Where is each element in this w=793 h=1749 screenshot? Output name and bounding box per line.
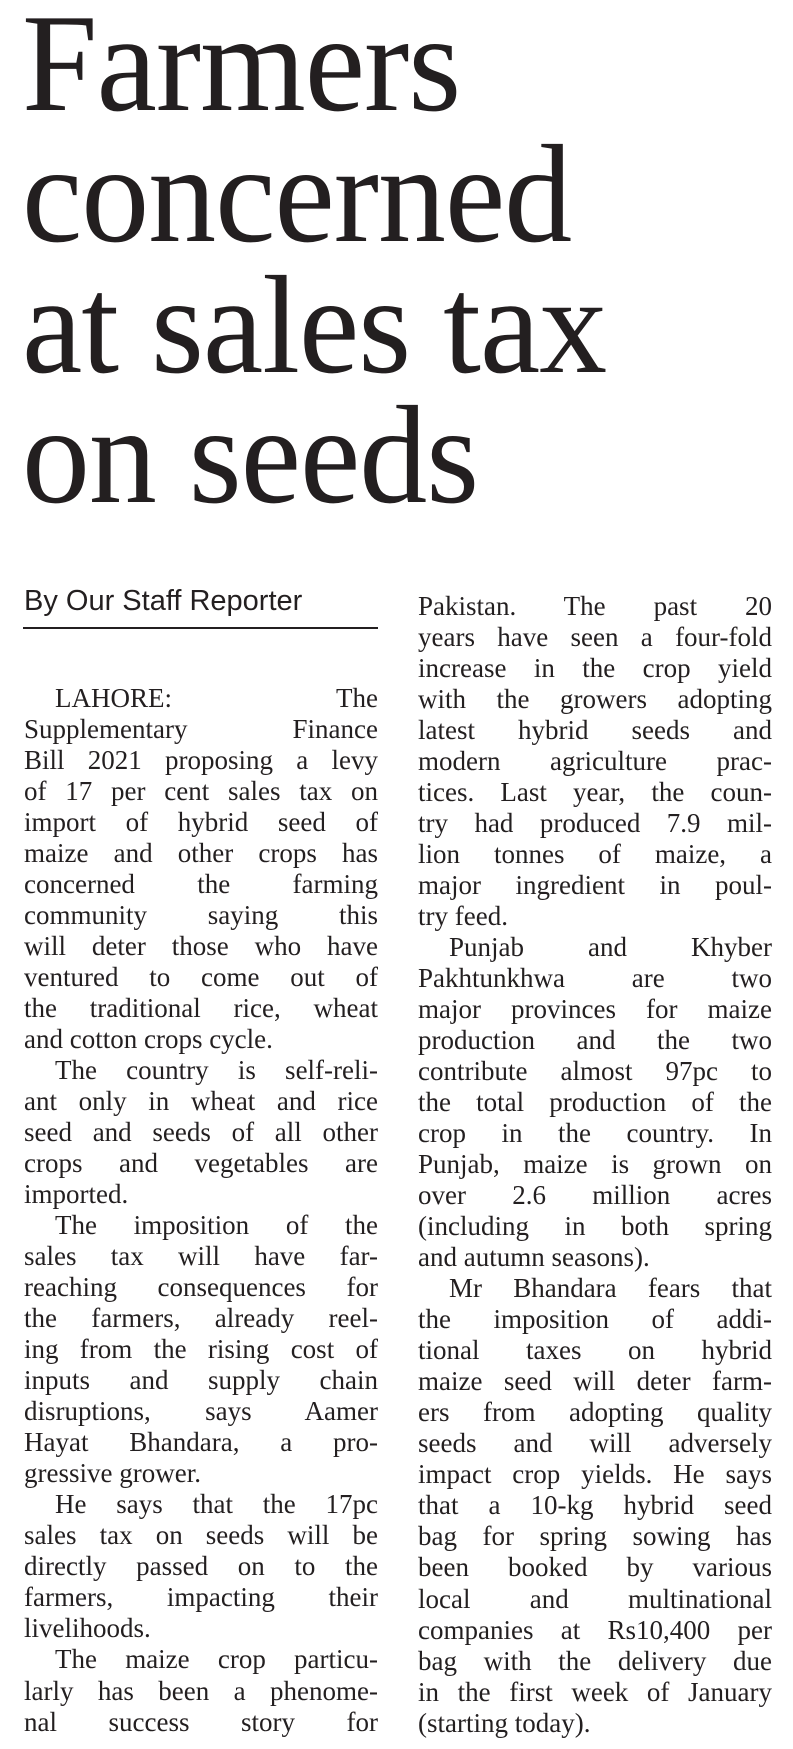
body-text-line: local and multinational: [418, 1583, 772, 1614]
headline-line-1: Farmers: [22, 0, 461, 141]
body-text-line: inputs and supply chain: [24, 1365, 378, 1396]
body-text-line: try had produced 7.9 mil-: [418, 808, 772, 839]
body-text-line: tices. Last year, the coun-: [418, 777, 772, 808]
body-text-line: companies at Rs10,400 per: [418, 1614, 772, 1645]
body-text-line: Hayat Bhandara, a pro-: [24, 1427, 378, 1458]
body-text-line: bag for spring sowing has: [418, 1521, 772, 1552]
body-text-line: LAHORE: The: [55, 683, 378, 713]
body-text-line: Punjab, maize is grown on: [418, 1149, 772, 1180]
body-text-line: disruptions, says Aamer: [24, 1396, 378, 1427]
body-text-line: nal success story for: [24, 1706, 378, 1737]
body-text-line: (including in both spring: [418, 1211, 772, 1242]
body-text-line: latest hybrid seeds and: [418, 715, 772, 746]
body-text-line: maize seed will deter farm-: [418, 1366, 772, 1397]
body-text-line: increase in the crop yield: [418, 653, 772, 684]
body-text-line: crops and vegetables are: [24, 1148, 378, 1179]
body-text-line: production and the two: [418, 1025, 772, 1056]
body-text-line: larly has been a phenome-: [24, 1675, 378, 1706]
body-text-line: ing from the rising cost of: [24, 1334, 378, 1365]
body-text-line: the total production of the: [418, 1087, 772, 1118]
body-text-line: tional taxes on hybrid: [418, 1335, 772, 1366]
headline-line-4: on seeds: [22, 378, 479, 533]
body-text-line: community saying this: [24, 900, 378, 931]
body-text-line: of 17 per cent sales tax on: [24, 776, 378, 807]
body-text-line: livelihoods.: [24, 1613, 151, 1644]
body-text-line: years have seen a four-fold: [418, 622, 772, 653]
body-text-line: Bill 2021 proposing a levy: [24, 745, 378, 776]
body-text-line: ant only in wheat and rice: [24, 1086, 378, 1117]
body-text-line: concerned the farming: [24, 869, 378, 900]
body-text-line: imported.: [24, 1179, 129, 1210]
body-text-line: sales tax on seeds will be: [24, 1520, 378, 1551]
body-text-line: Supplementary Finance: [24, 714, 378, 745]
body-text-line: in the first week of January: [418, 1676, 772, 1707]
body-text-line: with the growers adopting: [418, 684, 772, 715]
body-text-line: The maize crop particu-: [55, 1644, 378, 1675]
body-text-line: been booked by various: [418, 1552, 772, 1583]
body-text-line: maize and other crops has: [24, 838, 378, 869]
body-text-line: the traditional rice, wheat: [24, 993, 378, 1024]
body-text-line: gressive grower.: [24, 1458, 201, 1489]
body-text-line: reaching consequences for: [24, 1272, 378, 1303]
body-text-line: the farmers, already reel-: [24, 1303, 378, 1334]
body-text-line: ers from adopting quality: [418, 1397, 772, 1428]
body-text-line: seeds and will adversely: [418, 1428, 772, 1459]
body-text-line: (starting today).: [418, 1707, 591, 1738]
body-text-line: seed and seeds of all other: [24, 1117, 378, 1148]
body-text-line: over 2.6 million acres: [418, 1180, 772, 1211]
body-text-line: bag with the delivery due: [418, 1645, 772, 1676]
body-text-line: modern agriculture prac-: [418, 746, 772, 777]
body-text-line: impact crop yields. He says: [418, 1459, 772, 1490]
byline-divider: [23, 627, 378, 629]
body-text-line: the imposition of addi-: [418, 1304, 772, 1335]
body-text-line: will deter those who have: [24, 931, 378, 962]
body-text-line: He says that the 17pc: [55, 1489, 378, 1520]
body-text-line: contribute almost 97pc to: [418, 1056, 772, 1087]
body-text-line: major provinces for maize: [418, 994, 772, 1025]
body-text-line: Punjab and Khyber: [449, 932, 772, 963]
body-text-line: lion tonnes of maize, a: [418, 839, 772, 870]
body-text-line: directly passed on to the: [24, 1551, 378, 1582]
body-text-line: The country is self-reli-: [55, 1055, 378, 1086]
body-text-line: Mr Bhandara fears that: [449, 1273, 772, 1304]
body-column-right: [418, 591, 772, 1739]
body-text-line: import of hybrid seed of: [24, 807, 378, 838]
body-text-line: ventured to come out of: [24, 962, 378, 993]
body-text-line: and autumn seasons).: [418, 1242, 650, 1273]
headline-line-2: concerned: [22, 117, 572, 272]
body-text-line: Pakistan. The past 20: [418, 591, 772, 621]
body-text-line: farmers, impacting their: [24, 1582, 378, 1613]
body-text-line: sales tax will have far-: [24, 1241, 378, 1272]
body-text-line: try feed.: [418, 901, 508, 932]
body-text-line: crop in the country. In: [418, 1118, 772, 1149]
body-text-line: and cotton crops cycle.: [24, 1024, 273, 1055]
headline-line-3: at sales tax: [22, 248, 607, 403]
body-text-line: major ingredient in poul-: [418, 870, 772, 901]
body-text-line: that a 10-kg hybrid seed: [418, 1490, 772, 1521]
byline: By Our Staff Reporter: [24, 585, 303, 617]
body-text-line: Pakhtunkhwa are two: [418, 963, 772, 994]
body-text-line: The imposition of the: [55, 1210, 378, 1241]
body-column-left: [24, 683, 378, 1738]
